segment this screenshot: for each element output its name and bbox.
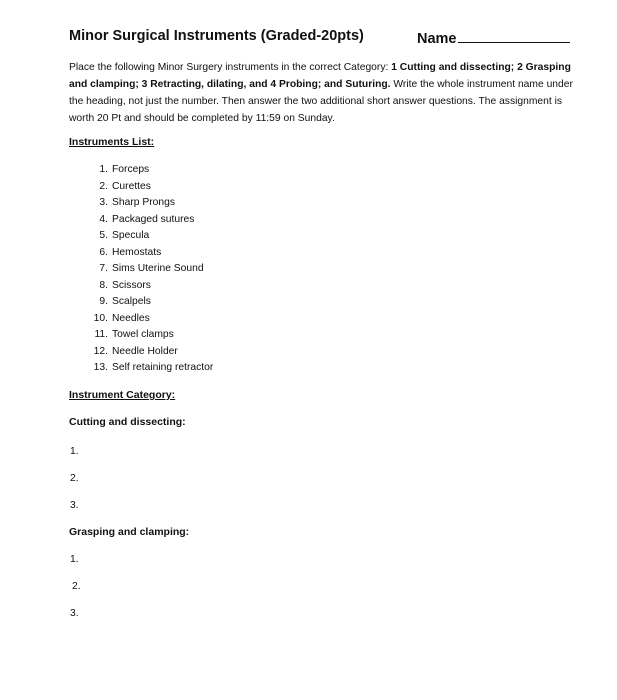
item-number: 12. [93, 345, 108, 357]
document-header [69, 28, 569, 50]
item-name: Needle Holder [112, 345, 178, 357]
item-number: 6. [99, 246, 108, 258]
item-name: Specula [112, 230, 150, 241]
name-field [417, 28, 570, 47]
instructions-text-2: Write the whole instrument name under the heading, not just the number. Then answer the two additional short answer questions. The assignment is worth 20 Pt and should be completed by 11:59 on Sunday. [69, 79, 573, 124]
item-number: 13. [93, 362, 108, 373]
instructions-categories: 1 Cutting and dissecting; 2 Grasping and clamping; 3 Retracting, dilating, and 4 Probing; and Suturing. [69, 62, 571, 90]
item-name: Scalpels [112, 296, 151, 307]
grasping-blank-1: 1. [70, 554, 79, 565]
item-number: 2. [99, 180, 108, 192]
instrument-category-heading: Instrument Category: [69, 389, 176, 401]
list-item [85, 327, 213, 344]
item-name: Needles [112, 312, 150, 324]
item-number: 5. [99, 230, 108, 241]
grasping-clamping-heading: Grasping and clamping: [69, 526, 190, 538]
list-item [85, 261, 213, 278]
item-number: 8. [99, 279, 108, 291]
item-name: Sharp Prongs [112, 197, 175, 208]
item-name: Packaged sutures [112, 213, 195, 225]
list-item [85, 195, 213, 212]
item-name: Hemostats [112, 246, 162, 258]
grasping-blank-3: 3. [70, 608, 79, 619]
list-item [85, 162, 213, 179]
grasping-blank-2: 2. [72, 581, 81, 592]
list-item [85, 179, 213, 196]
list-item [85, 228, 213, 245]
cutting-blank-3: 3. [70, 500, 79, 511]
item-name: Sims Uterine Sound [112, 263, 204, 274]
item-number: 1. [99, 164, 108, 175]
item-number: 7. [99, 263, 108, 274]
item-number: 9. [99, 296, 108, 307]
item-name: Scissors [112, 279, 151, 291]
document-title: Minor Surgical Instruments (Graded-20pts) [69, 28, 364, 44]
cutting-blank-1: 1. [70, 446, 79, 457]
cutting-dissecting-heading: Cutting and dissecting: [69, 416, 186, 428]
item-name: Self retaining retractor [112, 362, 214, 373]
list-item [85, 344, 213, 361]
name-label: Name [417, 31, 457, 47]
instructions-paragraph [69, 59, 574, 127]
item-name: Forceps [112, 164, 150, 175]
name-blank-line [458, 28, 570, 43]
item-number: 11. [94, 329, 108, 340]
cutting-blank-2: 2. [70, 473, 79, 484]
list-item [85, 212, 213, 229]
item-number: 3. [99, 197, 108, 208]
list-item [85, 294, 213, 311]
item-name: Curettes [112, 180, 151, 192]
list-item [85, 245, 213, 262]
item-number: 10. [93, 312, 108, 324]
instruments-list [85, 162, 213, 377]
instructions-text-1: Place the following Minor Surgery instruments in the correct Category: [69, 62, 392, 73]
list-item [85, 278, 213, 295]
list-item [85, 360, 213, 377]
item-number: 4. [99, 213, 108, 225]
list-item [85, 311, 213, 328]
instruments-list-heading: Instruments List: [69, 136, 155, 148]
item-name: Towel clamps [112, 329, 174, 340]
